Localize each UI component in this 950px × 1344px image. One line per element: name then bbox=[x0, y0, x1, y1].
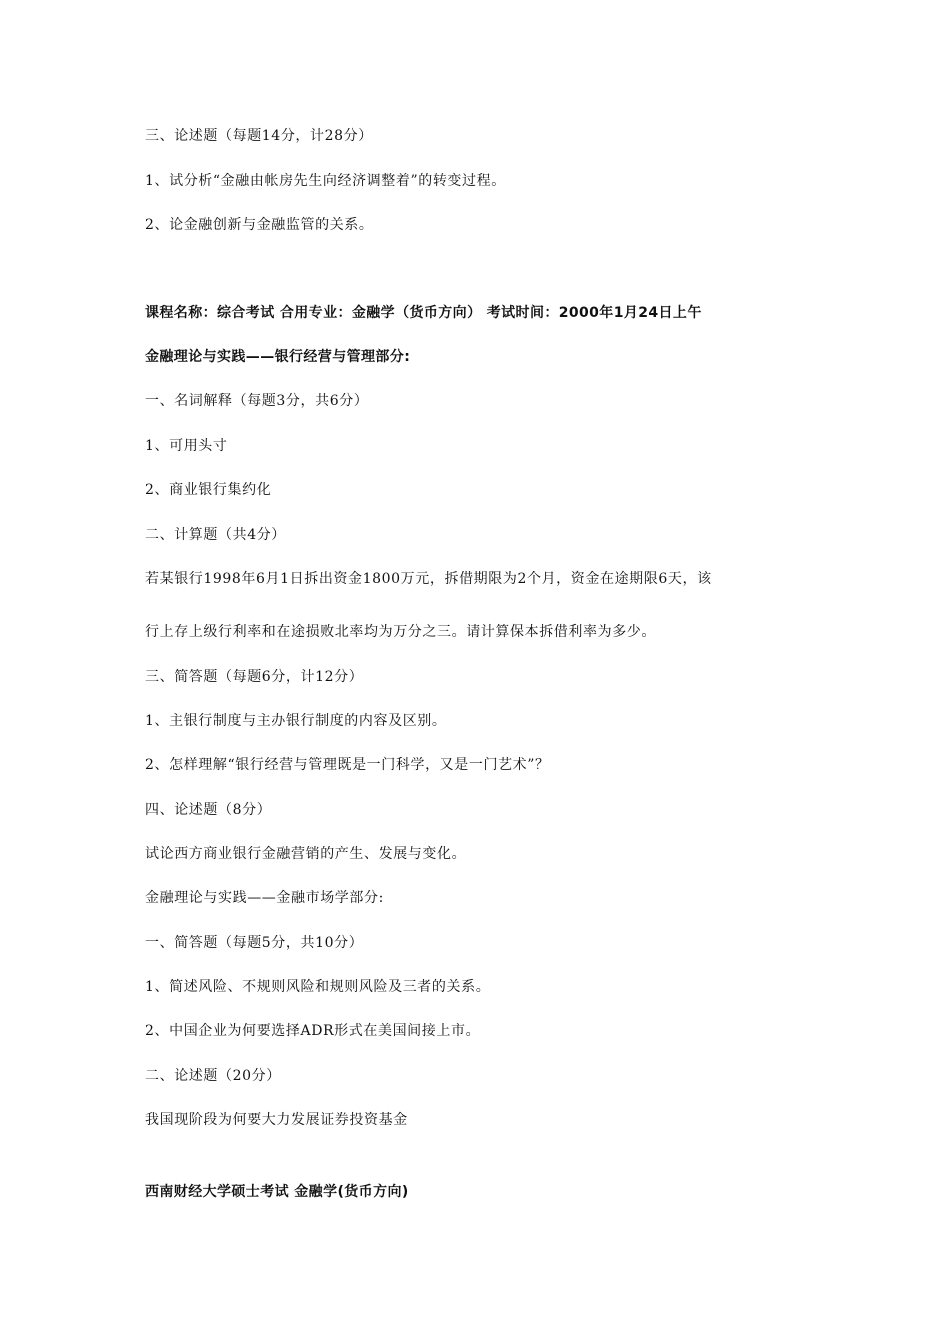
question-2: 2、论金融创新与金融监管的关系。 bbox=[145, 217, 374, 233]
section-heading-short-answer-2: 一、简答题（每题5分，共10分） bbox=[145, 935, 364, 951]
section-heading-terms: 一、名词解释（每题3分，共6分） bbox=[145, 393, 369, 409]
calculation-text-line-2: 行上存上级行利率和在途损败北率均为万分之三。请计算保本拆借利率为多少。 bbox=[145, 624, 656, 640]
section-heading-essay-3: 二、论述题（20分） bbox=[145, 1068, 281, 1084]
university-exam-heading: 西南财经大学硕士考试 金融学(货币方向) bbox=[145, 1184, 409, 1200]
section-heading-essay: 三、论述题（每题14分，计28分） bbox=[145, 128, 373, 144]
section-heading-essay-2: 四、论述题（8分） bbox=[145, 802, 272, 818]
essay-question: 试论西方商业银行金融营销的产生、发展与变化。 bbox=[145, 846, 467, 862]
market-question-1: 1、简述风险、不规则风险和规则风险及三者的关系。 bbox=[145, 979, 491, 995]
term-2: 2、商业银行集约化 bbox=[145, 482, 272, 498]
course-info-heading: 课程名称：综合考试 合用专业：金融学（货币方向） 考试时间：2000年1月24日上午 bbox=[145, 305, 702, 321]
term-1: 1、可用头寸 bbox=[145, 438, 228, 454]
calculation-text-line-1: 若某银行1998年6月1日拆出资金1800万元，拆借期限为2个月，资金在途期限6天，该 bbox=[145, 571, 712, 587]
section-heading-short-answer: 三、简答题（每题6分，计12分） bbox=[145, 669, 364, 685]
part-heading-banking: 金融理论与实践——银行经营与管理部分: bbox=[145, 349, 411, 365]
market-question-2: 2、中国企业为何要选择ADR形式在美国间接上市。 bbox=[145, 1023, 481, 1039]
section-heading-calculation: 二、计算题（共4分） bbox=[145, 527, 286, 543]
short-answer-1: 1、主银行制度与主办银行制度的内容及区别。 bbox=[145, 713, 447, 729]
short-answer-2: 2、怎样理解“银行经营与管理既是一门科学，又是一门艺术”？ bbox=[145, 757, 550, 773]
market-essay-question: 我国现阶段为何要大力发展证券投资基金 bbox=[145, 1112, 408, 1128]
question-1: 1、试分析“金融由帐房先生向经济调整着”的转变过程。 bbox=[145, 173, 506, 189]
part-heading-markets: 金融理论与实践——金融市场学部分: bbox=[145, 890, 384, 906]
